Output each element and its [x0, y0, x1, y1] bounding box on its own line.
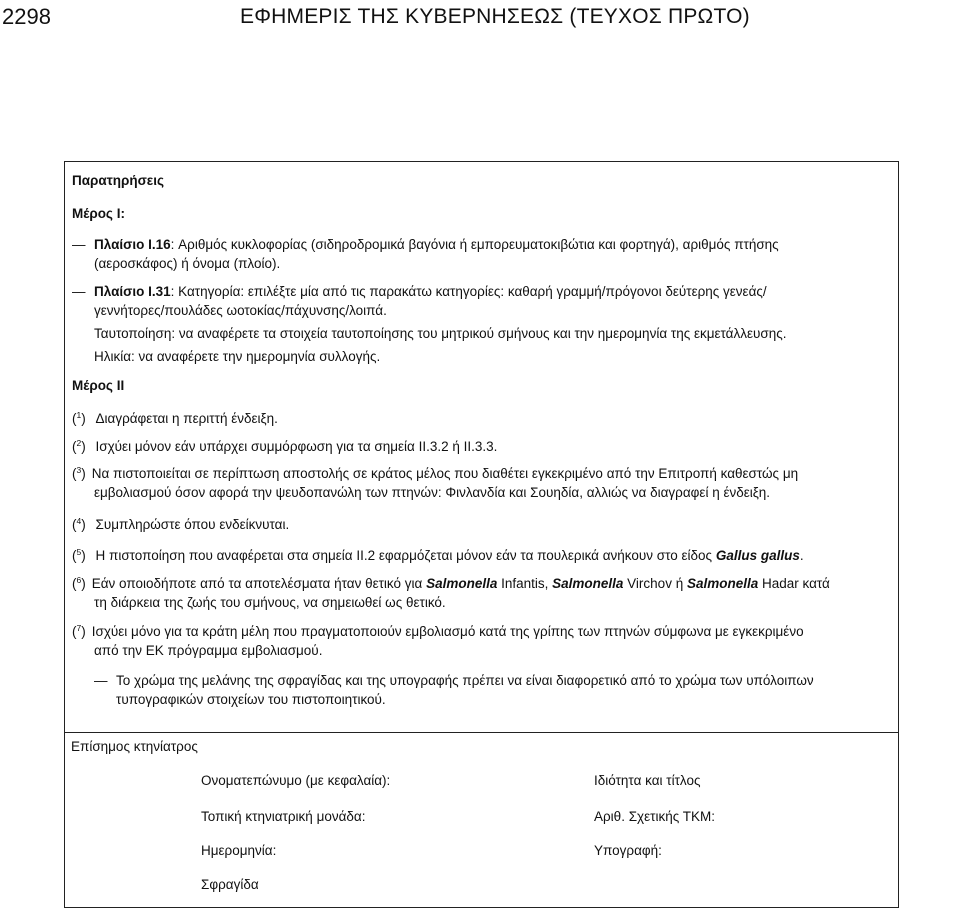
- qualification-label: Ιδιότητα και τίτλος: [594, 773, 701, 788]
- footnote-marker: ($^2$): [72, 438, 86, 454]
- stamp-ink-note: [94, 671, 894, 709]
- tkm-number-label: Αριθ. Σχετικής ΤΚΜ:: [594, 809, 715, 824]
- certification-box: [64, 732, 899, 908]
- notes-box: [64, 161, 899, 733]
- footnote-5-text: Η πιστοποίηση που αναφέρεται στα σημεία II.2 εφαρμόζεται μόνον εάν τα πουλερικά ανήκουν στο είδος: [95, 548, 716, 563]
- footnote-4: [72, 513, 289, 533]
- footnote-7-line2: από την ΕΚ πρόγραμμα εμβολιασμού.: [94, 643, 323, 658]
- footnote-marker: ($^6$): [72, 575, 86, 591]
- part2-heading: Μέρος II: [72, 378, 125, 393]
- footnote-6: ($^6$) Εάν οποιοδήποτε από τα αποτελέσματα ήταν θετικό για Salmonella Infantis, Salmonella Virchov ή Salmonella Hadar κατά τη διάρκεια της ζωής του σμήνους, να σημειωθεί ως θετικό.: [72, 571, 892, 612]
- identification-note: Ταυτοποίηση: να αναφέρετε τα στοιχεία ταυτοποίησης του μητρικού σμήνους και την ημερομηνία της εκμετάλλευσης.: [94, 326, 787, 341]
- local-unit-label: Τοπική κτηνιατρική μονάδα:: [201, 809, 366, 824]
- notes-title: Παρατηρήσεις: [72, 173, 164, 188]
- species-name: Gallus gallus: [715, 548, 800, 563]
- box-31-ref: Πλαίσιο I.31: [94, 284, 171, 299]
- footnote-2: [72, 435, 497, 455]
- date-label: Ημερομηνία:: [201, 843, 277, 858]
- footnote-marker: ($^1$): [72, 410, 86, 426]
- footnote-marker: ($^7$): [72, 623, 86, 639]
- page-number: 2298: [2, 4, 51, 29]
- age-note: Ηλικία: να αναφέρετε την ημερομηνία συλλογής.: [94, 349, 381, 364]
- page-header-title: ΕΦΗΜΕΡΙΣ ΤΗΣ ΚΥΒΕΡΝΗΣΕΩΣ (ΤΕΥΧΟΣ ΠΡΩΤΟ): [240, 5, 750, 28]
- signature-label: Υπογραφή:: [594, 843, 662, 858]
- footnote-7-line1: Ισχύει μόνο για τα κράτη μέλη που πραγματοποιούν εμβολιασμό κατά της γρίπης των πτηνών σύμφωνα με εγκεκριμένο: [91, 624, 804, 639]
- footnote-7: [72, 619, 892, 660]
- footnote-4-text: Συμπληρώστε όπου ενδείκνυται.: [95, 517, 290, 532]
- stamp-label: Σφραγίδα: [201, 877, 259, 892]
- box-31-line2: γεννήτορες/πουλάδες ωοτοκίας/πάχυνσης/λοιπά.: [94, 303, 387, 318]
- box-16-line2: (αεροσκάφος) ή όνομα (πλοίο).: [94, 256, 281, 271]
- footnote-3-line2: εμβολιασμού όσον αφορά την ψευδοπανώλη των πτηνών: Φινλανδία και Σουηδία, αλλιώς να διαγραφεί η ένδειξη.: [94, 485, 771, 500]
- box-16-ref: Πλαίσιο I.16: [94, 237, 171, 252]
- dash-marker: —: [94, 673, 108, 688]
- genus-name: Salmonella: [426, 576, 498, 591]
- footnote-6-line2: τη διάρκεια της ζωής του σμήνους, να σημειωθεί ως θετικό.: [94, 595, 446, 610]
- stamp-note-line2: τυπογραφικών στοιχείων του πιστοποιητικού.: [116, 692, 386, 707]
- name-label: Ονοματεπώνυμο (με κεφαλαία):: [201, 773, 391, 788]
- footnote-3-line1: Να πιστοποιείται σε περίπτωση αποστολής σε κράτος μέλος που διαθέτει εγκεκριμένο από την Επιτροπή καθεστώς μη: [91, 466, 799, 481]
- footnote-marker: ($^4$): [72, 516, 86, 532]
- veterinarian-heading: Επίσημος κτηνίατρος: [71, 739, 198, 754]
- note-box-31: [72, 282, 892, 320]
- dash-marker: —: [72, 284, 86, 299]
- footnote-2-text: Ισχύει μόνον εάν υπάρχει συμμόρφωση για τα σημεία II.3.2 ή II.3.3.: [95, 439, 498, 454]
- footnote-5: ($^5$) Η πιστοποίηση που αναφέρεται στα σημεία II.2 εφαρμόζεται μόνον εάν τα πουλερικά ανήκουν στο είδος Gallus gallus.: [72, 547, 804, 563]
- footnote-1-text: Διαγράφεται η περιττή ένδειξη.: [95, 411, 278, 426]
- genus-name: Salmonella: [552, 576, 624, 591]
- genus-name: Salmonella: [686, 576, 759, 591]
- footnote-marker: ($^3$): [72, 465, 86, 481]
- stamp-note-line1: Το χρώμα της μελάνης της σφραγίδας και της υπογραφής πρέπει να είναι διαφορετικό από το χρώμα των υπόλοιπων: [116, 673, 814, 688]
- note-box-16: [72, 235, 892, 273]
- part1-heading: Μέρος I:: [72, 206, 125, 221]
- footnote-marker: ($^5$): [72, 547, 86, 563]
- box-16-line1: : Αριθμός κυκλοφορίας (σιδηροδρομικά βαγόνια ή εμπορευματοκιβώτια και φορτηγά), αριθμός πτήσης: [170, 237, 779, 252]
- footnote-3: [72, 461, 892, 502]
- dash-marker: —: [72, 237, 86, 252]
- box-31-line1: : Κατηγορία: επιλέξτε μία από τις παρακάτω κατηγορίες: καθαρή γραμμή/πρόγονοι δεύτερης γενεάς/: [170, 284, 767, 299]
- footnote-1: [72, 407, 278, 427]
